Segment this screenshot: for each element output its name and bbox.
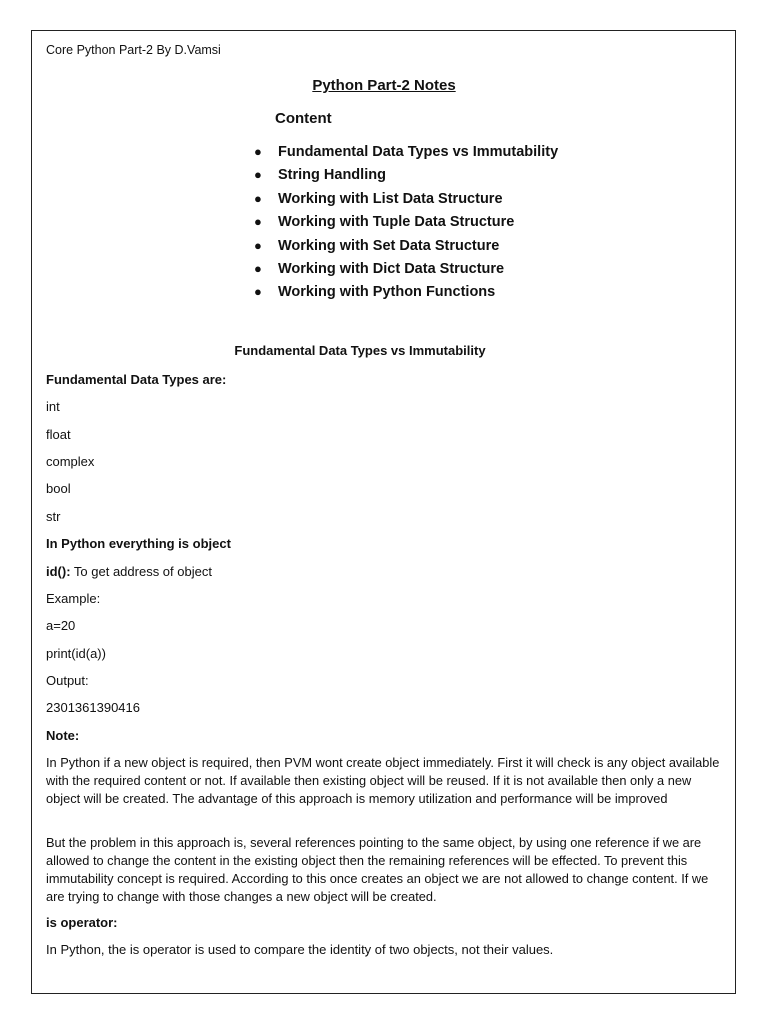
toc-item <box>254 236 558 259</box>
output-value: 2301361390416 <box>46 700 140 715</box>
bullet-icon: ● <box>254 284 262 300</box>
toc-item <box>254 212 558 235</box>
id-function-line <box>46 564 212 579</box>
bullet-icon: ● <box>254 144 262 159</box>
bullet-icon: ● <box>254 237 262 253</box>
note-paragraph: In Python if a new object is required, then PVM wont create object immediately. First it will check is any object available with the required content or not. If available then existing object will be reused. If it is not available then only a new object will be created. The advantage of this approach is memory utilization and performance will be improved <box>46 755 720 806</box>
type-item-int: int <box>46 399 60 414</box>
toc-item-label: Fundamental Data Types vs Immutability <box>278 144 559 160</box>
toc-item <box>254 259 558 282</box>
content-heading: Content <box>275 110 332 127</box>
everything-object-statement: In Python everything is object <box>46 536 231 551</box>
type-item-bool: bool <box>46 481 71 496</box>
type-item-float: float <box>46 427 71 442</box>
toc-item-label: Working with Python Functions <box>278 284 496 301</box>
note-paragraph: But the problem in this approach is, several references pointing to the same object, by using one reference if we are allowed to change the content in the existing object then the remaining references will be effected. To prevent this immutability concept is required. According to this once creates an object we are not allowed to change content. If we are trying to change with those changes a new object will be created. <box>46 835 709 904</box>
toc-item-label: Working with Tuple Data Structure <box>278 214 515 231</box>
toc-item-label: Working with List Data Structure <box>278 190 503 207</box>
section-title: Fundamental Data Types vs Immutability <box>234 343 486 358</box>
output-label: Output: <box>46 673 89 688</box>
note-label: Note: <box>46 728 80 743</box>
type-item-str: str <box>46 509 61 524</box>
bullet-icon: ● <box>254 167 262 183</box>
toc-item-label: String Handling <box>278 167 386 184</box>
toc-item <box>254 189 558 212</box>
type-item-complex: complex <box>46 454 95 469</box>
is-operator-desc: In Python, the is operator is used to compare the identity of two objects, not their values. <box>46 942 554 957</box>
bullet-icon: ● <box>254 260 262 276</box>
code-line: a=20 <box>46 618 76 633</box>
toc-item <box>254 142 558 165</box>
toc-item-label: Working with Set Data Structure <box>278 237 500 254</box>
bullet-icon: ● <box>254 214 262 230</box>
is-operator-label: is operator: <box>46 915 118 930</box>
types-heading: Fundamental Data Types are: <box>46 372 227 387</box>
running-header: Core Python Part-2 By D.Vamsi <box>46 43 221 57</box>
id-function-desc: To get address of object <box>70 564 212 579</box>
example-label: Example: <box>46 591 101 606</box>
code-line: print(id(a)) <box>46 646 106 661</box>
bullet-icon: ● <box>254 190 262 206</box>
toc-item-label: Working with Dict Data Structure <box>278 260 505 277</box>
toc-item <box>254 165 558 188</box>
document-title: Python Part-2 Notes <box>312 77 456 94</box>
toc-item <box>254 282 558 305</box>
table-of-contents <box>254 142 558 306</box>
id-function-label: id(): <box>46 564 71 579</box>
